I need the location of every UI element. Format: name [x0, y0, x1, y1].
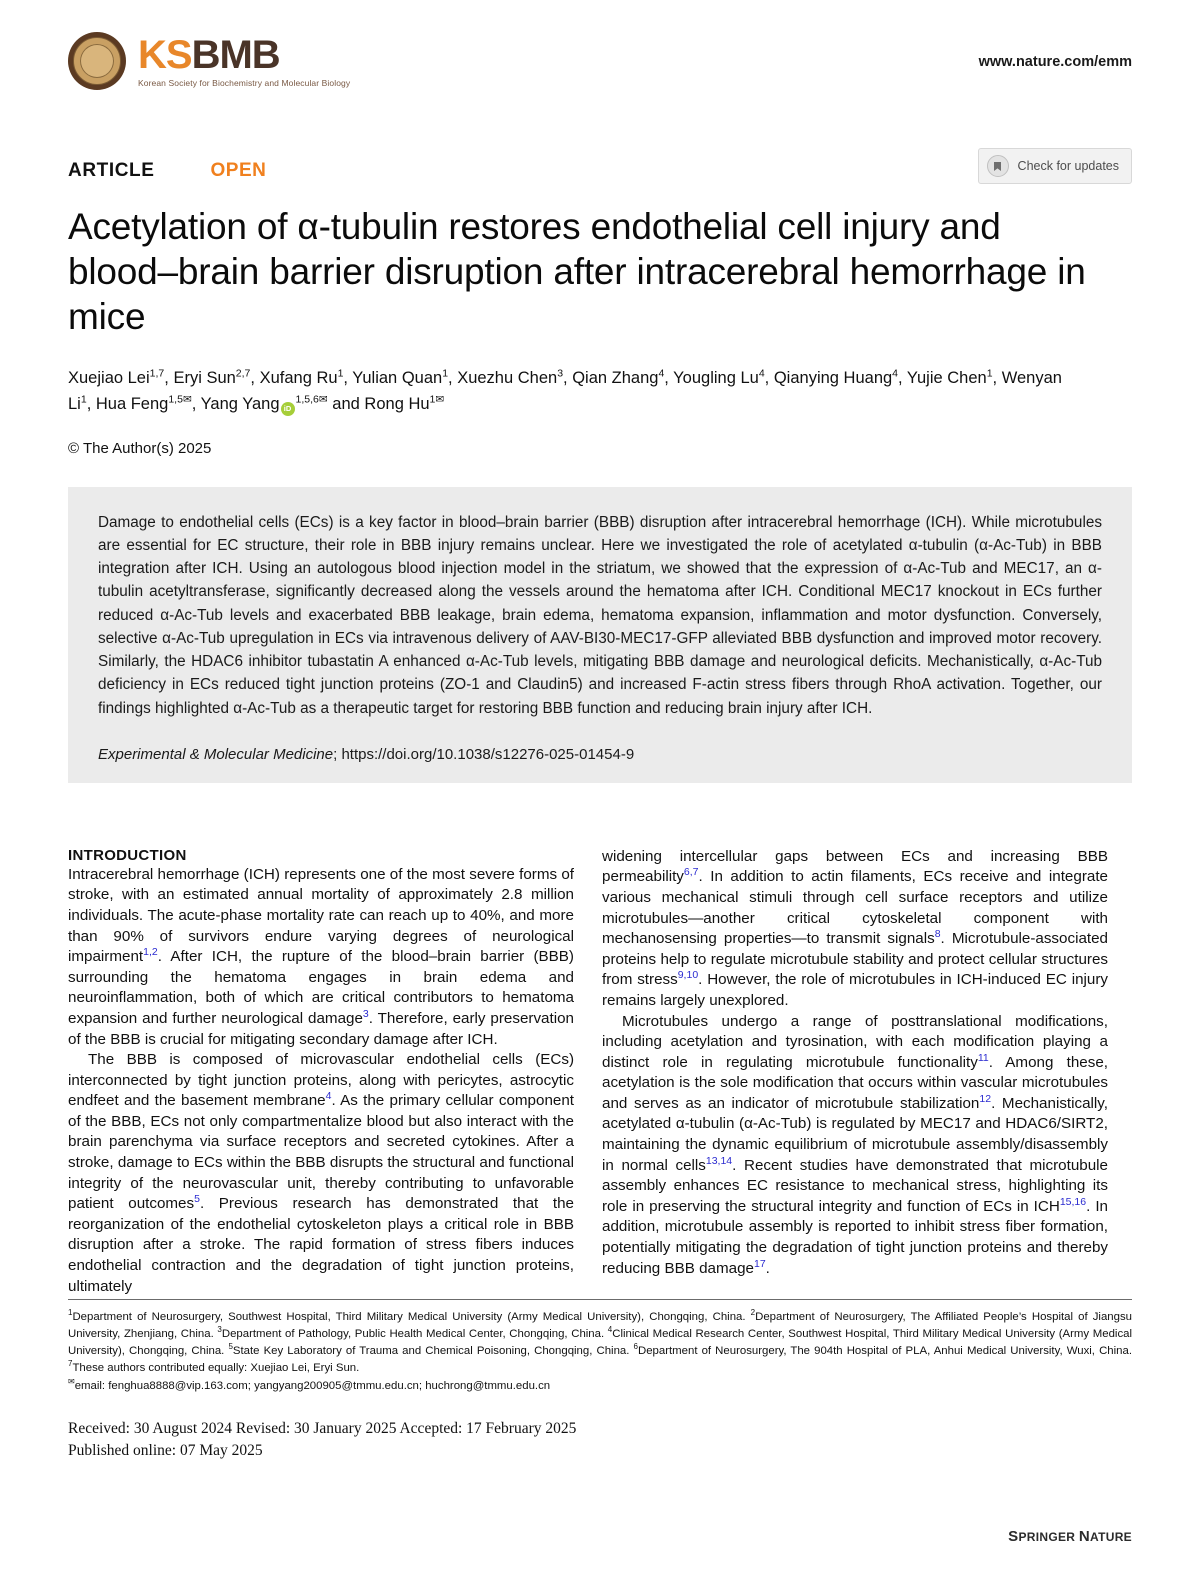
corresponding-email-line: [68, 1378, 1132, 1395]
author-affiliation-marker: 1: [80, 393, 87, 406]
nature-ature: ATURE: [1090, 1530, 1132, 1544]
dates-received-line: Received: 30 August 2024 Revised: 30 January 2025 Accepted: 17 February 2025: [68, 1419, 577, 1437]
affil-5: State Key Laboratory of Trauma and Chemical Poisoning, Chongqing, China.: [232, 1345, 634, 1358]
ksbmb-wordmark: [138, 32, 350, 77]
ksbmb-subtitle: Korean Society for Biochemistry and Molecular Biology: [138, 77, 351, 88]
journal-citation: [98, 746, 1102, 763]
affil-marker: 6: [633, 1342, 638, 1352]
open-access-badge: OPEN: [210, 160, 267, 181]
author-affiliation-marker: 2,7: [235, 367, 251, 380]
section-heading-introduction: INTRODUCTION: [68, 846, 187, 864]
citation-ref[interactable]: 3: [362, 1007, 369, 1020]
affil-marker: 5: [228, 1342, 233, 1352]
citation-ref[interactable]: 12: [979, 1092, 992, 1105]
intro-p2-part-b: . As the primary cellular component of the BBB, ECs not only compartmentalize blood but also interact with the brain parenchyma via surface receptors and secreted cytokines. After a stroke, damage to ECs within the BBB disrupts the structural and functional integrity of the neurovascular unit, thereby contributing to unfavorable patient outcomes: [68, 1092, 575, 1213]
body-columns: [68, 847, 1132, 1297]
ksbmb-wordmark-ks: KS: [138, 32, 192, 77]
intro-paragraph-3: [602, 847, 1108, 1012]
author-name[interactable]: Wenyan Li: [68, 369, 1062, 414]
intro-p2-part-c: . Previous research has demonstrated that the reorganization of the endothelial cytoskeleton plays a critical role in BBB disruption after a stroke. The rapid formation of stress fibers induces endothelial contraction and the degradation of tight junction proteins, ultimately: [68, 1195, 574, 1295]
author-affiliation-marker: 1✉: [429, 393, 445, 406]
affil-6: Department of Neurosurgery, The 904th Hospital of PLA, Anhui Medical University, Wuxi, China.: [637, 1345, 1132, 1358]
intro-p3-part-a: widening intercellular gaps between ECs and increasing BBB permeability: [602, 847, 1108, 886]
intro-p4-part-d: . Recent studies have demonstrated that microtubule assembly enhances EC resistance to mechanical stress, highlighting its role in preserving the structural integrity and function of ECs in ICH: [602, 1156, 1108, 1215]
intro-paragraph-1: [68, 865, 574, 1050]
doi-link[interactable]: ; https://doi.org/10.1038/s12276-025-01454-9: [333, 745, 635, 763]
author-affiliation-marker: 1: [986, 367, 993, 380]
ksbmb-wordmark-bmb: BMB: [191, 32, 280, 77]
affiliations-text: [68, 1309, 1132, 1377]
author-affiliation-marker: 4: [892, 367, 899, 380]
abstract-text: Damage to endothelial cells (ECs) is a key factor in blood–brain barrier (BBB) disruption after intracerebral hemorrhage (ICH). While microtubules are essential for EC structure, their role in BBB injury remains unclear. Here we investigated the role of acetylated α-tubulin (α-Ac-Tub) in BBB integration after ICH. Using an autologous blood injection model in the striatum, we showed that the expression of α-Ac-Tub and MEC17, an α-tubulin acetyltransferase, significantly decreased along the vessels around the hematoma after ICH. Conditional MEC17 knockout in ECs further reduced α-Ac-Tub levels and exacerbated BBB leakage, brain edema, hematoma expansion, inflammation and motor dysfunction. Conversely, selective α-Ac-Tub upregulation in ECs via intravenous delivery of AAV-BI30-MEC17-GFP alleviated BBB dysfunction and improved motor recovery. Similarly, the HDAC6 inhibitor tubastatin A enhanced α-Ac-Tub levels, mitigating BBB damage and neurological deficits. Mechanistically, α-Ac-Tub deficiency in ECs reduced tight junction proteins (ZO-1 and Claudin5) and increased F-actin stress fibers through RhoA activation. Together, our findings highlighted α-Ac-Tub as a therapeutic target for restoring BBB function and reducing brain injury after ICH.: [98, 513, 1102, 717]
page-title: Acetylation of α-tubulin restores endothelial cell injury and blood–brain barrier disruption after intracerebral hemorrhage in mice: [68, 206, 1086, 338]
intro-p2-part-a: The BBB is composed of microvascular endothelial cells (ECs) interconnected by tight junction proteins, along with pericytes, astrocytic endfeet and the basement membrane: [68, 1051, 574, 1110]
affil-3: Department of Pathology, Public Health Medical Center, Chongqing, China.: [221, 1328, 608, 1341]
author-name[interactable]: Qianying Huang: [773, 369, 893, 388]
affil-marker: 3: [217, 1325, 222, 1335]
orcid-icon[interactable]: iD: [281, 402, 295, 416]
author-name[interactable]: Eryi Sun: [173, 369, 236, 388]
citation-ref[interactable]: 11: [977, 1051, 989, 1064]
envelope-icon: ✉: [68, 1377, 75, 1387]
abstract-box: [68, 487, 1132, 783]
author-affiliation-marker: 1,7: [149, 367, 165, 380]
intro-p4-part-b: . Among these, acetylation is the sole modification that occurs within vascular microtubules and serves as an indicator of microtubule stabilization: [602, 1053, 1108, 1112]
equal-contribution-note: These authors contributed equally: Xuejiao Lei, Eryi Sun.: [72, 1362, 360, 1375]
ksbmb-logo: [68, 32, 350, 90]
intro-p4-part-a: Microtubules undergo a range of posttranslational modifications, including acetylation and tyrosination, with each modification playing a distinct role in regulating microtubule functionality: [602, 1012, 1108, 1071]
author-affiliation-marker: 1: [442, 367, 449, 380]
author-name[interactable]: Yougling Lu: [673, 369, 759, 388]
nature-n: N: [1078, 1528, 1091, 1545]
intro-p1-part-b: . After ICH, the rupture of the blood–brain barrier (BBB) surrounding the hematoma engages in brain edema and neuroinflammation, both of which are critical contributors to hematoma expansion and further neurological damage: [68, 948, 574, 1027]
intro-p3-part-b: . In addition to actin filaments, ECs receive and integrate various mechanical stimuli through cell surface receptors and utilize microtubules—another critical cytoskeletal component with mechanosensing properties—to transmit signals: [602, 868, 1108, 948]
column-left: [68, 847, 574, 1297]
author-name[interactable]: Yang Yang: [200, 395, 280, 414]
dates-published-line: Published online: 07 May 2025: [68, 1442, 263, 1460]
author-name[interactable]: Hua Feng: [95, 395, 169, 414]
author-name[interactable]: Rong Hu: [364, 395, 430, 414]
citation-ref[interactable]: 1,2: [143, 946, 158, 959]
intro-p4-part-f: .: [765, 1259, 770, 1277]
author-name[interactable]: Yulian Quan: [352, 369, 443, 388]
author-affiliation-marker: 1,5✉: [168, 393, 192, 406]
springer-s: S: [1008, 1528, 1019, 1545]
author-affiliation-marker: 1,5,6✉: [295, 393, 328, 406]
copyright-line: © The Author(s) 2025: [68, 439, 212, 457]
intro-p3-part-c: . Microtubule-associated proteins help to regulate microtubule stability and protect cellular structures from stress: [602, 930, 1108, 989]
ksbmb-logo-text: [138, 32, 351, 88]
check-for-updates-button[interactable]: [978, 148, 1132, 184]
citation-ref[interactable]: 6,7: [683, 866, 699, 879]
intro-p1-part-c: . Therefore, early preservation of the BBB is crucial for mitigating secondary damage after ICH.: [68, 1009, 574, 1048]
springer-nature-logo: [1008, 1528, 1132, 1545]
citation-ref[interactable]: 17: [753, 1257, 766, 1270]
author-name[interactable]: Qian Zhang: [572, 369, 659, 388]
intro-paragraph-4: [602, 1012, 1108, 1280]
citation-ref[interactable]: 9,10: [677, 969, 699, 982]
column-right: [602, 847, 1108, 1297]
intro-paragraph-2: [68, 1050, 574, 1297]
author-name[interactable]: Xuejiao Lei: [68, 369, 150, 388]
citation-ref[interactable]: 4: [325, 1090, 332, 1103]
author-name[interactable]: Yujie Chen: [906, 369, 987, 388]
author-affiliation-marker: 4: [658, 367, 665, 380]
corresponding-emails[interactable]: email: fenghua8888@vip.163.com; yangyang200905@tmmu.edu.cn; huchrong@tmmu.edu.cn: [74, 1380, 551, 1393]
affil-marker: 2: [750, 1308, 756, 1318]
affil-marker: 1: [68, 1308, 73, 1318]
author-name[interactable]: Xufang Ru: [259, 369, 338, 388]
author-affiliation-marker: 4: [758, 367, 765, 380]
affil-marker: 4: [607, 1325, 613, 1335]
footnotes: [68, 1299, 1132, 1462]
affil-4: Clinical Medical Research Center, Southwest Hospital, Third Military Medical University (Army Medical University), Chongqing, China.: [68, 1328, 1133, 1358]
citation-ref[interactable]: 13,14: [705, 1154, 733, 1167]
citation-ref[interactable]: 8: [934, 928, 941, 941]
citation-ref[interactable]: 5: [194, 1193, 200, 1206]
article-kicker-row: [68, 160, 1132, 182]
crossmark-icon: [987, 155, 1009, 177]
author-name[interactable]: Xuezhu Chen: [457, 369, 558, 388]
intro-p3-part-d: . However, the role of microtubules in ICH-induced EC injury remains largely unexplored.: [602, 971, 1108, 1009]
journal-url: www.nature.com/emm: [978, 54, 1132, 70]
publication-dates: [68, 1418, 1132, 1463]
ksbmb-seal-icon: [68, 32, 126, 90]
author-affiliation-marker: 1: [337, 367, 344, 380]
springer-pringer: PRINGER: [1018, 1530, 1079, 1544]
journal-name: Experimental & Molecular Medicine: [98, 745, 334, 763]
article-type-label: ARTICLE: [68, 160, 155, 181]
intro-p1-part-a: Intracerebral hemorrhage (ICH) represents one of the most severe forms of stroke, with an estimated annual mortality of approximately 2.8 million individuals. The acute-phase mortality rate can reach up to 40%, and more than 90% of survivors endure varying degrees of neurological impairment: [68, 865, 574, 966]
affil-2: Department of Neurosurgery, The Affiliated People’s Hospital of Jiangsu University, Zhenjiang, China.: [68, 1311, 1132, 1341]
author-list: Xuejiao Lei$^{1,7}$, Eryi Sun$^{2,7}$, Xufang Ru$^1$, Yulian Quan$^1$, Xuezhu Chen$^3$, Qian Zhang$^4$, Yougling Lu$^4$, Qianying Huang$^4$, Yujie Chen$^1$, Wenyan Li$^1$, Hua Feng$^{1,5✉}$, Yang Yang $iD^{1,5,6✉}$ and Rong $Hu^{1✉}$: [68, 365, 1068, 417]
footnote-divider: [68, 1299, 1132, 1300]
intro-p4-part-c: . Mechanistically, acetylated α-tubulin (α-Ac-Tub) is regulated by MEC17 and HDAC6/SIRT2, maintaining the dynamic equilibrium of microtubule assembly/disassembly in normal cells: [602, 1094, 1108, 1174]
affil-1: Department of Neurosurgery, Southwest Hospital, Third Military Medical University (Army Medical University), Chongqing, China.: [72, 1311, 751, 1323]
author-affiliation-marker: 3: [557, 367, 564, 380]
intro-p4-part-e: . In addition, microtubule assembly is reported to inhibit stress fiber formation, potentially mitigating the degradation of tight junction proteins and thereby reducing BBB damage: [602, 1197, 1108, 1277]
masthead: [68, 0, 1132, 108]
citation-ref[interactable]: 15,16: [1059, 1195, 1087, 1208]
affil-marker: 7: [68, 1359, 73, 1369]
check-for-updates-label: Check for updates: [1017, 159, 1119, 173]
